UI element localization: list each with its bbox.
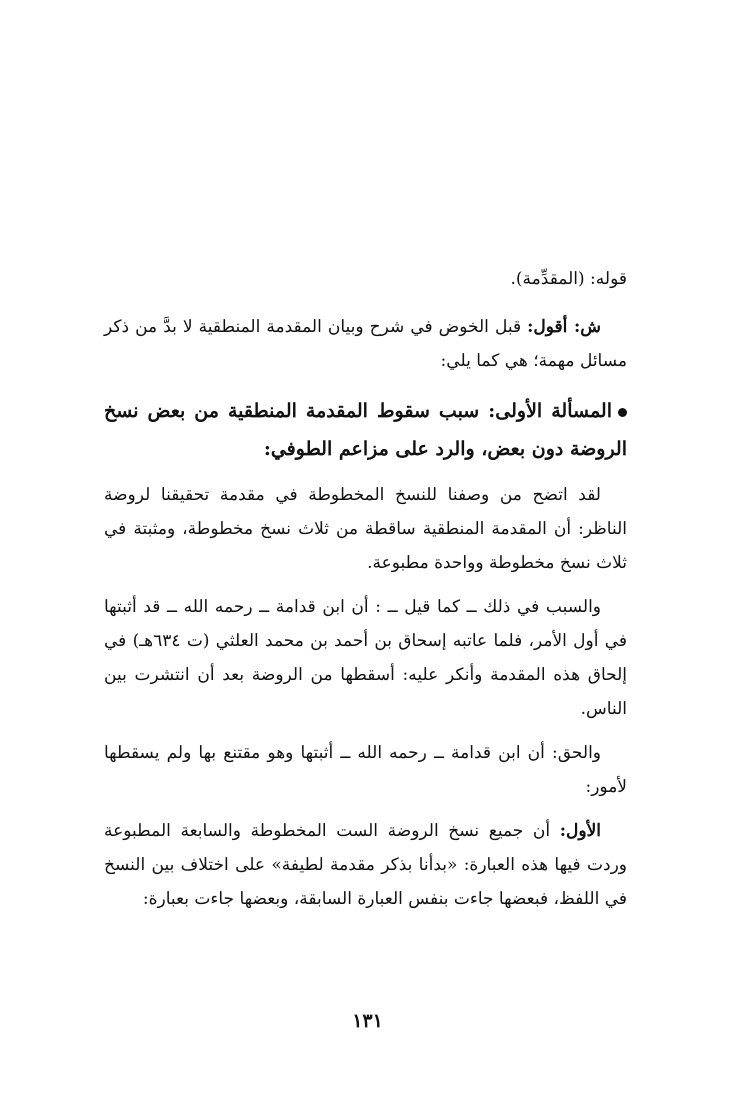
paragraph-1: [104, 310, 627, 378]
paragraph-5: [104, 814, 627, 916]
paragraph-4: والحق: أن ابن قدامة ــ رحمه الله ــ أثبتها وهو مقتنع بها ولم يسقطها لأمور:: [104, 743, 627, 797]
section-heading: [104, 392, 627, 468]
page-number: ١٣١: [352, 1010, 383, 1032]
paragraph-2: لقد اتضح من وصفنا للنسخ المخطوطة في مقدمة تحقيقنا لروضة الناظر: أن المقدمة المنطقية ساقطة من ثلاث نسخ مخطوطة، ومثبتة في ثلاث نسخ مخطوطة وواحدة مطبوعة.: [104, 485, 627, 573]
page-body: [104, 262, 627, 916]
paragraph-5-lead: الأول:: [559, 821, 601, 841]
bullet-icon: [618, 408, 627, 417]
paragraph-1-text: قبل الخوض في شرح وبيان المقدمة المنطقية لا بدَّ من ذكر مسائل مهمة؛ هي كما يلي:: [104, 317, 627, 371]
section-heading-text: المسألة الأولى: سبب سقوط المقدمة المنطقية من بعض نسخ الروضة دون بعض، والرد على مزاعم الطوفي:: [104, 400, 627, 460]
intro-line: قوله: (المقدِّمة).: [510, 269, 627, 289]
paragraph-5-text: أن جميع نسخ الروضة الست المخطوطة والسابعة المطبوعة وردت فيها هذه العبارة: «بدأنا بذكر مقدمة لطيفة» على اختلاف بين النسخ في اللفظ، فبعضها جاءت بنفس العبارة السابقة، وبعضها جاءت بعبارة:: [104, 821, 627, 909]
paragraph-1-lead: ش: أقول:: [527, 317, 601, 337]
paragraph-3: والسبب في ذلك ــ كما قيل ــ : أن ابن قدامة ــ رحمه الله ــ قد أثبتها في أول الأمر، فلما عاتبه إسحاق بن أحمد بن محمد العلثي (ت ٦٣٤هـ) في إلحاق هذه المقدمة وأنكر عليه: أسقطها من الروضة بعد أن انتشرت بين الناس.: [104, 597, 628, 719]
